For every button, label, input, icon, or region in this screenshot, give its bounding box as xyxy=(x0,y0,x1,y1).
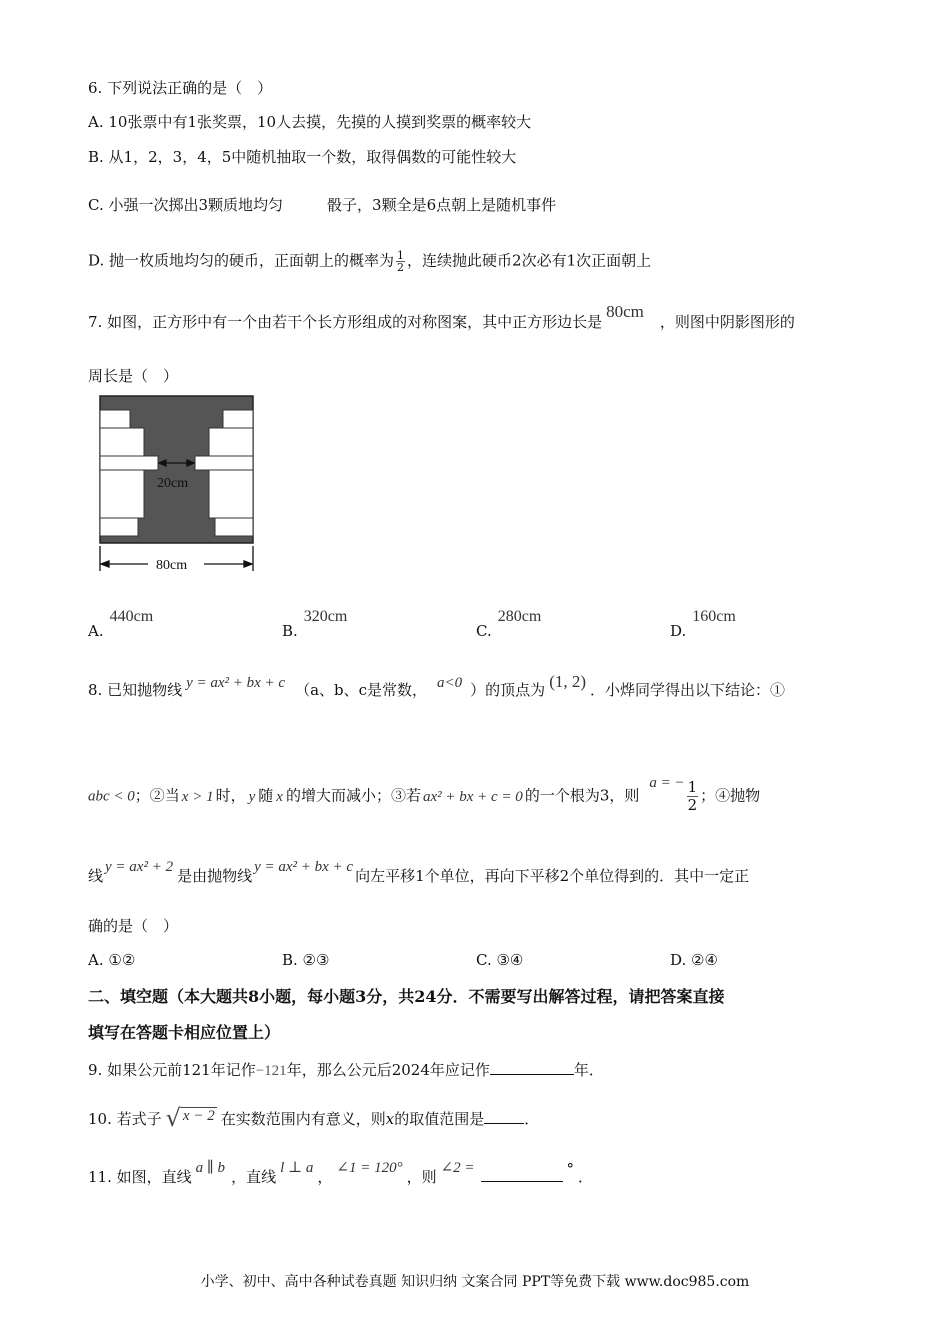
q7-side-value: 80cm xyxy=(606,302,644,321)
q11-end: ． xyxy=(578,1168,594,1186)
q7-b-value: 320cm xyxy=(303,608,348,625)
q8-l3-b: 是由抛物线 xyxy=(177,867,253,885)
q11-mid: ，直线 xyxy=(231,1168,277,1186)
q9-answer-blank[interactable] xyxy=(490,1060,574,1075)
page-footer: 小学、初中、高中各种试卷真题 知识归纳 文案合同 PPT等免费下载 www.doc985.com xyxy=(200,1274,750,1290)
q11-angle1: ∠1 = 120° xyxy=(336,1160,403,1176)
q8-parabola-eq: y = ax² + bx + c xyxy=(186,675,286,691)
q7-option-a xyxy=(88,607,154,640)
q6-d-pre: D. 抛一枚质地均匀的硬币，正面朝上的概率为 xyxy=(88,251,395,270)
q10-end: ． xyxy=(524,1110,540,1128)
q10-radical: √ x − 2 xyxy=(165,1104,215,1132)
q8-l3-c: 向左平移1个单位，再向下平移2个单位得到的．其中一定正 xyxy=(355,867,750,885)
q8-l2-f: 的增大而减小；③若 xyxy=(285,786,421,805)
q10-x: x xyxy=(385,1110,395,1128)
q8-line2 xyxy=(88,774,761,814)
q8-a-eq: a = − xyxy=(649,774,685,791)
q8-l2-g: 的一个根为3，则 xyxy=(524,786,640,805)
q11-angle2: ∠2 = xyxy=(440,1160,475,1176)
q11-pre: 11. 如图，直线 xyxy=(88,1168,192,1186)
q11-parallel: a ∥ b xyxy=(195,1160,226,1176)
q7-c-value: 280cm xyxy=(497,608,542,625)
q10-radicand: x − 2 xyxy=(182,1108,215,1124)
q6-d-post: ，连续抛此硬币2次必有1次正面朝上 xyxy=(407,251,652,270)
q8-option-b: B. ②③ xyxy=(282,951,330,969)
q6-option-a: A. 10张票中有1张奖票，10人去摸，先摸的人摸到奖票的概率较大 xyxy=(88,113,532,131)
q7-stem-line2: 周长是（ ） xyxy=(88,367,179,385)
q10-mid: 在实数范围内有意义，则 xyxy=(220,1110,386,1128)
q8-quadratic-eq: ax² + bx + c = 0 xyxy=(422,788,523,805)
q8-l3-a: 线 xyxy=(88,867,104,885)
q8-x: x xyxy=(276,788,283,805)
q11-comma: ， xyxy=(317,1168,333,1186)
q8-y: y xyxy=(248,788,256,805)
q7-d-letter: D. xyxy=(670,622,687,640)
q10-pre: 10. 若式子 xyxy=(88,1110,162,1128)
q6-c-post: 骰子，3颗全是6点朝上是随机事件 xyxy=(327,196,557,214)
q7-stem-pre: 7. 如图，正方形中有一个由若干个长方形组成的对称图案，其中正方形边长是 xyxy=(88,313,603,331)
section2-heading-line1: 二、填空题（本大题共8小题，每小题3分，共24分．不需要写出解答过程，请把答案直接 xyxy=(88,987,725,1006)
q8-option-d: D. ②④ xyxy=(670,951,718,969)
q7-b-letter: B. xyxy=(282,622,298,640)
q8-l1-d: ．小烨同学得出以下结论：① xyxy=(590,681,786,699)
q8-option-a: A. ①② xyxy=(88,951,136,969)
q8-frac-num: 1 xyxy=(687,778,698,796)
q8-l2-b: ；②当 xyxy=(134,786,180,805)
q8-fraction xyxy=(687,779,699,814)
q11-mid2: ，则 xyxy=(406,1168,437,1186)
q8-x-gt-1: x > 1 xyxy=(181,788,214,805)
q8-vertex: (1, 2) xyxy=(549,672,587,691)
q6-option-d xyxy=(88,250,651,273)
q8-line4: 确的是（ ） xyxy=(88,917,179,935)
q6-d-num: 1 xyxy=(397,249,405,262)
q8-l2-d: 时， xyxy=(215,786,246,805)
figure-gap-label: 20cm xyxy=(157,476,189,491)
q8-l1-b: （a、b、c是常数， xyxy=(295,681,428,699)
q8-option-c: C. ③④ xyxy=(476,951,524,969)
q9-mid: 年，那么公元后2024年应记作 xyxy=(286,1061,490,1079)
q9 xyxy=(88,1060,604,1081)
figure-width-label: 80cm xyxy=(156,558,188,573)
q8-l2-h: ；④抛物 xyxy=(700,786,761,805)
q6-option-b: B. 从1，2，3，4，5中随机抽取一个数，取得偶数的可能性较大 xyxy=(88,148,517,166)
q11-degree: ° xyxy=(566,1160,575,1178)
section2-heading-line2: 填写在答题卡相应位置上） xyxy=(88,1023,281,1042)
q10-answer-blank[interactable] xyxy=(484,1109,524,1124)
q11-perpendicular: l ⊥ a xyxy=(280,1160,314,1176)
q8-frac-den: 2 xyxy=(687,796,698,814)
q8-cond: a<0 xyxy=(437,675,463,691)
q9-pre: 9. 如果公元前121年记作 xyxy=(88,1061,256,1079)
q7-figure xyxy=(96,393,258,575)
q7-c-letter: C. xyxy=(476,622,492,640)
q8-eq1: y = ax² + 2 xyxy=(105,859,174,875)
q7-stem xyxy=(88,302,795,332)
q8-eq2: y = ax² + bx + c xyxy=(254,859,354,875)
q8-abc: abc < 0 xyxy=(88,788,135,805)
q8-l1-c: ）的顶点为 xyxy=(470,681,546,699)
q10-post: 的取值范围是 xyxy=(394,1110,485,1128)
q6-stem: 6. 下列说法正确的是（ ） xyxy=(88,79,273,97)
q7-option-c xyxy=(476,607,542,640)
q7-a-value: 440cm xyxy=(109,608,154,625)
q7-d-value: 160cm xyxy=(692,608,736,625)
q7-a-letter: A. xyxy=(88,622,104,640)
q9-post: 年． xyxy=(573,1061,604,1079)
q8-l1-a: 8. 已知抛物线 xyxy=(88,681,183,699)
q6-d-den: 2 xyxy=(397,261,405,274)
q8-line3 xyxy=(88,859,750,887)
q7-stem-post: ，则图中阴影图形的 xyxy=(659,313,795,331)
q6-d-fraction xyxy=(396,250,405,273)
q10 xyxy=(88,1106,539,1130)
q6-c-pre: C. 小强一次掷出3颗质地均匀 xyxy=(88,196,284,214)
q8-l2-e: 随 xyxy=(258,786,274,805)
q6-option-c xyxy=(88,195,556,215)
q7-option-b xyxy=(282,607,348,640)
q7-option-d xyxy=(670,607,736,640)
q11-answer-blank[interactable] xyxy=(481,1167,563,1182)
q8-line1 xyxy=(88,672,786,701)
q9-value: −121 xyxy=(255,1063,287,1079)
q11 xyxy=(88,1160,594,1188)
